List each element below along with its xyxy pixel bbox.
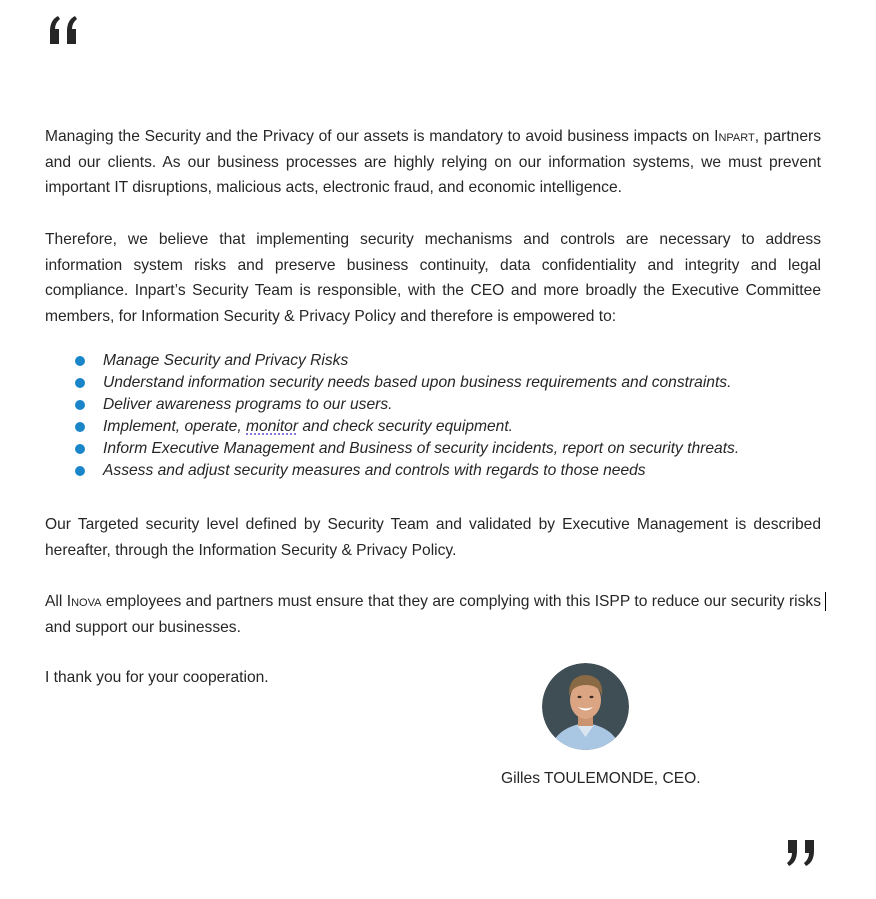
bullet-icon bbox=[75, 444, 85, 454]
thanks-paragraph: I thank you for your cooperation. bbox=[45, 669, 269, 686]
text-cursor bbox=[825, 592, 826, 611]
list-item: Inform Executive Management and Business of security incidents, report on security threats. bbox=[45, 438, 739, 460]
company-name: Inpart bbox=[714, 128, 755, 145]
compliance-paragraph[interactable]: All Inova employees and partners must ensure that they are complying with this ISPP to reduce our security risks and support our businesses. bbox=[45, 593, 821, 636]
list-item: Deliver awareness programs to our users. bbox=[45, 394, 739, 416]
ceo-signature: Gilles TOULEMONDE, CEO. bbox=[501, 770, 701, 787]
mandate-paragraph: Therefore, we believe that implementing security mechanisms and controls are necessary to address information system risks and preserve business continuity, data confidentiality and integrity and legal compliance. Inpart’s Security Team is responsible, with the CEO and more broadly the Executive Committee members, for Information Security & Privacy Policy and therefore is empowered to: bbox=[45, 231, 821, 325]
bullet-icon bbox=[75, 356, 85, 366]
bullet-icon bbox=[75, 378, 85, 388]
bullet-icon bbox=[75, 466, 85, 476]
list-item: Assess and adjust security measures and controls with regards to those needs bbox=[45, 460, 739, 482]
intro-paragraph: Managing the Security and the Privacy of our assets is mandatory to avoid business impacts on Inpart, partners and our clients. As our business processes are highly relying on our information systems, we must prevent important IT disruptions, malicious acts, electronic fraud, and economic intelligence. bbox=[45, 128, 821, 196]
bullet-icon bbox=[75, 422, 85, 432]
closing-quote-icon bbox=[786, 838, 820, 870]
target-level-paragraph: Our Targeted security level defined by Security Team and validated by Executive Management is described hereafter, through the Information Security & Privacy Policy. bbox=[45, 516, 821, 559]
responsibilities-list bbox=[45, 350, 739, 482]
list-item: Understand information security needs based upon business requirements and constraints. bbox=[45, 372, 739, 394]
list-item: Implement, operate, monitor and check security equipment. bbox=[45, 416, 739, 438]
opening-quote-icon bbox=[48, 14, 82, 46]
spellcheck-underlined-word[interactable]: monitor bbox=[246, 418, 299, 435]
list-item: Manage Security and Privacy Risks bbox=[45, 350, 739, 372]
bullet-icon bbox=[75, 400, 85, 410]
avatar bbox=[542, 663, 629, 750]
company-name: Inova bbox=[66, 593, 102, 610]
